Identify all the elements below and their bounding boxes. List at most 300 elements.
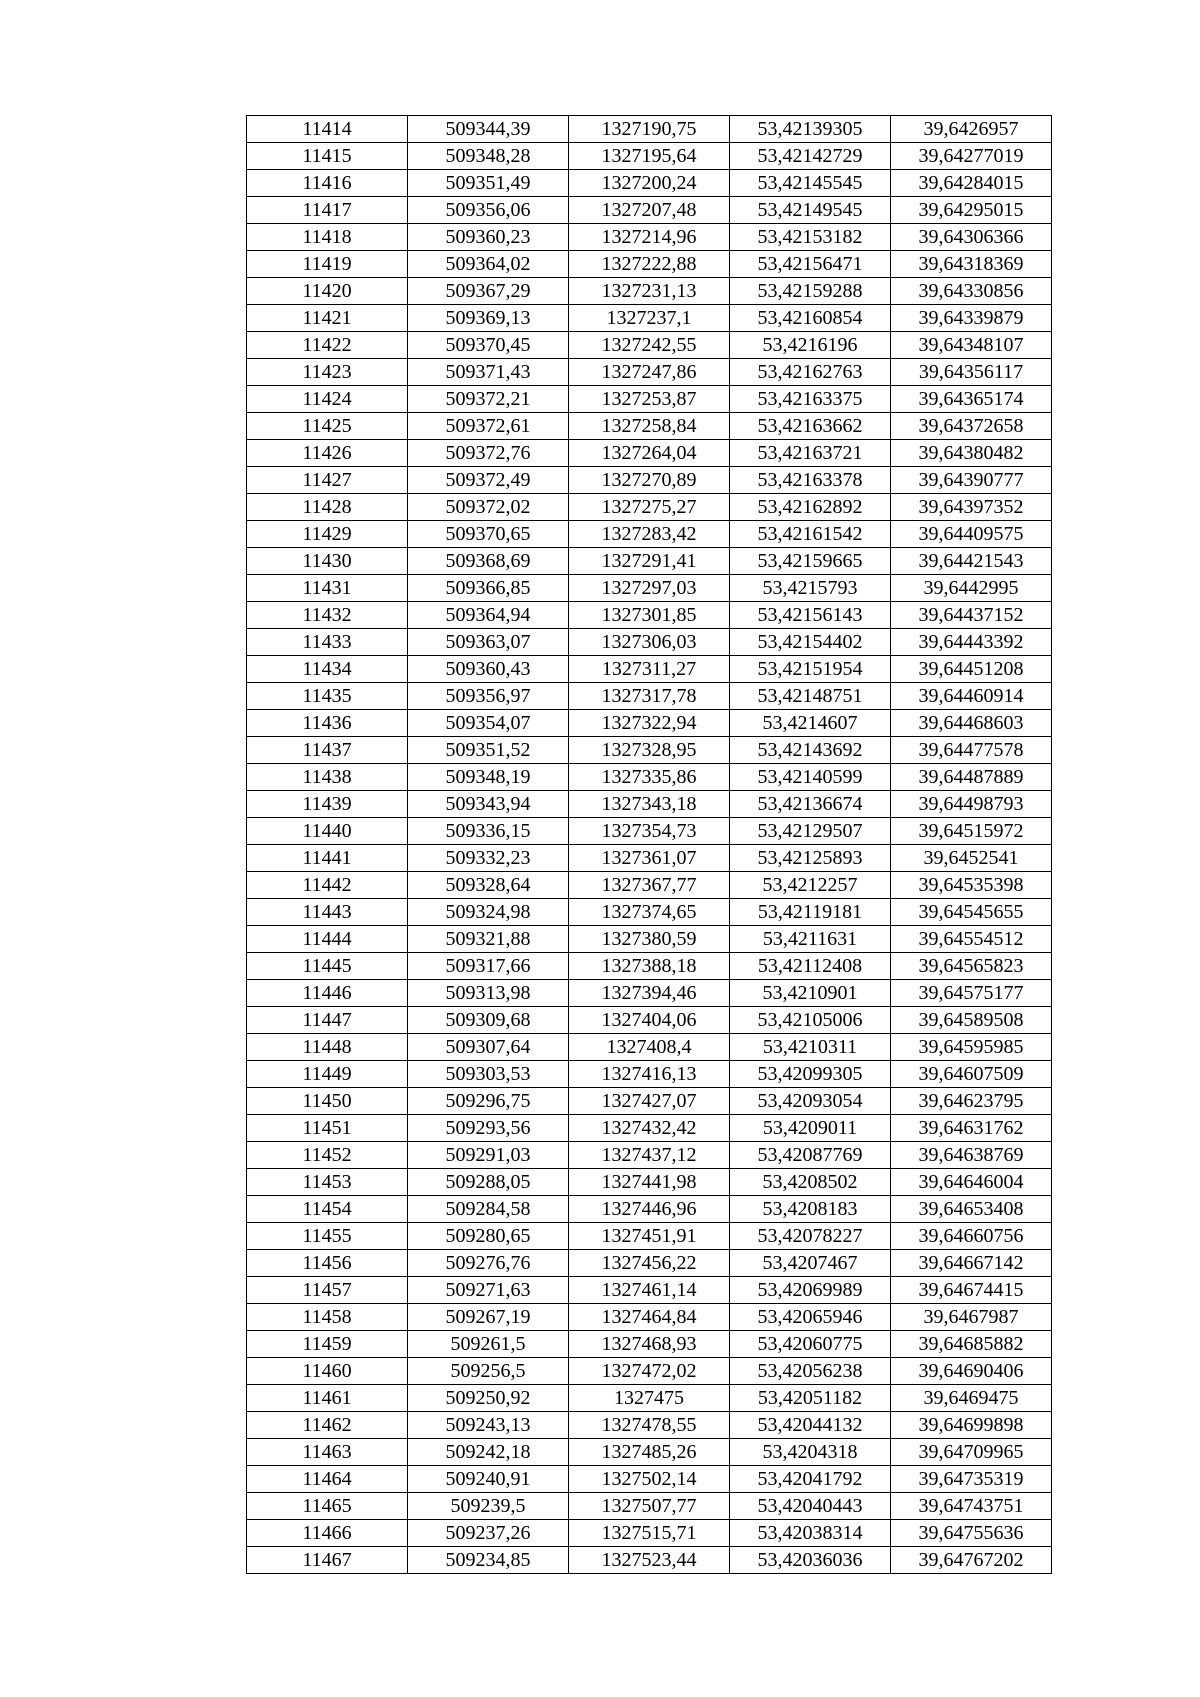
point-number-cell: 11434 xyxy=(247,656,408,683)
x-coordinate-cell: 509360,43 xyxy=(408,656,569,683)
point-number-cell: 11464 xyxy=(247,1466,408,1493)
table-row xyxy=(247,980,1052,1007)
point-number-cell: 11466 xyxy=(247,1520,408,1547)
point-number-cell: 11442 xyxy=(247,872,408,899)
point-number-cell: 11417 xyxy=(247,197,408,224)
x-coordinate-cell: 509356,06 xyxy=(408,197,569,224)
longitude-cell: 39,64397352 xyxy=(891,494,1052,521)
table-row xyxy=(247,494,1052,521)
table-row xyxy=(247,1277,1052,1304)
longitude-cell: 39,64709965 xyxy=(891,1439,1052,1466)
longitude-cell: 39,64356117 xyxy=(891,359,1052,386)
y-coordinate-cell: 1327437,12 xyxy=(569,1142,730,1169)
point-number-cell: 11449 xyxy=(247,1061,408,1088)
x-coordinate-cell: 509296,75 xyxy=(408,1088,569,1115)
y-coordinate-cell: 1327195,64 xyxy=(569,143,730,170)
latitude-cell: 53,42163662 xyxy=(730,413,891,440)
longitude-cell: 39,64554512 xyxy=(891,926,1052,953)
longitude-cell: 39,64443392 xyxy=(891,629,1052,656)
x-coordinate-cell: 509307,64 xyxy=(408,1034,569,1061)
point-number-cell: 11437 xyxy=(247,737,408,764)
x-coordinate-cell: 509364,94 xyxy=(408,602,569,629)
table-row xyxy=(247,683,1052,710)
point-number-cell: 11454 xyxy=(247,1196,408,1223)
point-number-cell: 11436 xyxy=(247,710,408,737)
table-row xyxy=(247,143,1052,170)
latitude-cell: 53,42069989 xyxy=(730,1277,891,1304)
x-coordinate-cell: 509372,76 xyxy=(408,440,569,467)
longitude-cell: 39,64595985 xyxy=(891,1034,1052,1061)
point-number-cell: 11455 xyxy=(247,1223,408,1250)
y-coordinate-cell: 1327475 xyxy=(569,1385,730,1412)
x-coordinate-cell: 509240,91 xyxy=(408,1466,569,1493)
y-coordinate-cell: 1327200,24 xyxy=(569,170,730,197)
point-number-cell: 11416 xyxy=(247,170,408,197)
longitude-cell: 39,64339879 xyxy=(891,305,1052,332)
point-number-cell: 11462 xyxy=(247,1412,408,1439)
table-row xyxy=(247,575,1052,602)
point-number-cell: 11429 xyxy=(247,521,408,548)
longitude-cell: 39,64498793 xyxy=(891,791,1052,818)
latitude-cell: 53,42159665 xyxy=(730,548,891,575)
latitude-cell: 53,42112408 xyxy=(730,953,891,980)
table-row xyxy=(247,1439,1052,1466)
table-row xyxy=(247,1196,1052,1223)
point-number-cell: 11446 xyxy=(247,980,408,1007)
y-coordinate-cell: 1327374,65 xyxy=(569,899,730,926)
x-coordinate-cell: 509313,98 xyxy=(408,980,569,1007)
table-row xyxy=(247,278,1052,305)
x-coordinate-cell: 509336,15 xyxy=(408,818,569,845)
latitude-cell: 53,42154402 xyxy=(730,629,891,656)
table-row xyxy=(247,1466,1052,1493)
longitude-cell: 39,64348107 xyxy=(891,332,1052,359)
y-coordinate-cell: 1327427,07 xyxy=(569,1088,730,1115)
point-number-cell: 11452 xyxy=(247,1142,408,1169)
x-coordinate-cell: 509234,85 xyxy=(408,1547,569,1574)
point-number-cell: 11447 xyxy=(247,1007,408,1034)
table-row xyxy=(247,467,1052,494)
longitude-cell: 39,64607509 xyxy=(891,1061,1052,1088)
x-coordinate-cell: 509372,61 xyxy=(408,413,569,440)
point-number-cell: 11433 xyxy=(247,629,408,656)
latitude-cell: 53,42099305 xyxy=(730,1061,891,1088)
point-number-cell: 11431 xyxy=(247,575,408,602)
x-coordinate-cell: 509276,76 xyxy=(408,1250,569,1277)
longitude-cell: 39,64390777 xyxy=(891,467,1052,494)
point-number-cell: 11425 xyxy=(247,413,408,440)
y-coordinate-cell: 1327515,71 xyxy=(569,1520,730,1547)
point-number-cell: 11465 xyxy=(247,1493,408,1520)
longitude-cell: 39,64284015 xyxy=(891,170,1052,197)
x-coordinate-cell: 509291,03 xyxy=(408,1142,569,1169)
longitude-cell: 39,64451208 xyxy=(891,656,1052,683)
y-coordinate-cell: 1327214,96 xyxy=(569,224,730,251)
y-coordinate-cell: 1327311,27 xyxy=(569,656,730,683)
latitude-cell: 53,42044132 xyxy=(730,1412,891,1439)
x-coordinate-cell: 509328,64 xyxy=(408,872,569,899)
longitude-cell: 39,64487889 xyxy=(891,764,1052,791)
y-coordinate-cell: 1327432,42 xyxy=(569,1115,730,1142)
y-coordinate-cell: 1327354,73 xyxy=(569,818,730,845)
longitude-cell: 39,64674415 xyxy=(891,1277,1052,1304)
x-coordinate-cell: 509280,65 xyxy=(408,1223,569,1250)
table-row xyxy=(247,629,1052,656)
longitude-cell: 39,6442995 xyxy=(891,575,1052,602)
point-number-cell: 11444 xyxy=(247,926,408,953)
table-row xyxy=(247,386,1052,413)
y-coordinate-cell: 1327446,96 xyxy=(569,1196,730,1223)
latitude-cell: 53,42163375 xyxy=(730,386,891,413)
longitude-cell: 39,64685882 xyxy=(891,1331,1052,1358)
longitude-cell: 39,64365174 xyxy=(891,386,1052,413)
longitude-cell: 39,64409575 xyxy=(891,521,1052,548)
y-coordinate-cell: 1327247,86 xyxy=(569,359,730,386)
latitude-cell: 53,42156471 xyxy=(730,251,891,278)
longitude-cell: 39,64699898 xyxy=(891,1412,1052,1439)
table-row xyxy=(247,305,1052,332)
table-row xyxy=(247,1169,1052,1196)
point-number-cell: 11451 xyxy=(247,1115,408,1142)
latitude-cell: 53,42148751 xyxy=(730,683,891,710)
y-coordinate-cell: 1327275,27 xyxy=(569,494,730,521)
table-row xyxy=(247,170,1052,197)
x-coordinate-cell: 509370,65 xyxy=(408,521,569,548)
latitude-cell: 53,4204318 xyxy=(730,1439,891,1466)
x-coordinate-cell: 509271,63 xyxy=(408,1277,569,1304)
latitude-cell: 53,42140599 xyxy=(730,764,891,791)
longitude-cell: 39,64638769 xyxy=(891,1142,1052,1169)
x-coordinate-cell: 509372,49 xyxy=(408,467,569,494)
longitude-cell: 39,64468603 xyxy=(891,710,1052,737)
x-coordinate-cell: 509367,29 xyxy=(408,278,569,305)
longitude-cell: 39,64535398 xyxy=(891,872,1052,899)
longitude-cell: 39,6452541 xyxy=(891,845,1052,872)
point-number-cell: 11456 xyxy=(247,1250,408,1277)
point-number-cell: 11453 xyxy=(247,1169,408,1196)
table-row xyxy=(247,656,1052,683)
point-number-cell: 11414 xyxy=(247,116,408,143)
longitude-cell: 39,64277019 xyxy=(891,143,1052,170)
longitude-cell: 39,6467987 xyxy=(891,1304,1052,1331)
point-number-cell: 11441 xyxy=(247,845,408,872)
y-coordinate-cell: 1327408,4 xyxy=(569,1034,730,1061)
point-number-cell: 11435 xyxy=(247,683,408,710)
x-coordinate-cell: 509344,39 xyxy=(408,116,569,143)
latitude-cell: 53,42162892 xyxy=(730,494,891,521)
point-number-cell: 11415 xyxy=(247,143,408,170)
y-coordinate-cell: 1327502,14 xyxy=(569,1466,730,1493)
point-number-cell: 11450 xyxy=(247,1088,408,1115)
y-coordinate-cell: 1327472,02 xyxy=(569,1358,730,1385)
x-coordinate-cell: 509250,92 xyxy=(408,1385,569,1412)
y-coordinate-cell: 1327258,84 xyxy=(569,413,730,440)
point-number-cell: 11459 xyxy=(247,1331,408,1358)
latitude-cell: 53,42038314 xyxy=(730,1520,891,1547)
table-row xyxy=(247,1304,1052,1331)
point-number-cell: 11418 xyxy=(247,224,408,251)
y-coordinate-cell: 1327328,95 xyxy=(569,737,730,764)
x-coordinate-cell: 509348,19 xyxy=(408,764,569,791)
latitude-cell: 53,42159288 xyxy=(730,278,891,305)
point-number-cell: 11440 xyxy=(247,818,408,845)
table-row xyxy=(247,1250,1052,1277)
longitude-cell: 39,64660756 xyxy=(891,1223,1052,1250)
table-row xyxy=(247,818,1052,845)
x-coordinate-cell: 509360,23 xyxy=(408,224,569,251)
latitude-cell: 53,42087769 xyxy=(730,1142,891,1169)
y-coordinate-cell: 1327478,55 xyxy=(569,1412,730,1439)
point-number-cell: 11432 xyxy=(247,602,408,629)
y-coordinate-cell: 1327464,84 xyxy=(569,1304,730,1331)
point-number-cell: 11428 xyxy=(247,494,408,521)
latitude-cell: 53,42142729 xyxy=(730,143,891,170)
latitude-cell: 53,42156143 xyxy=(730,602,891,629)
y-coordinate-cell: 1327283,42 xyxy=(569,521,730,548)
x-coordinate-cell: 509371,43 xyxy=(408,359,569,386)
point-number-cell: 11443 xyxy=(247,899,408,926)
x-coordinate-cell: 509369,13 xyxy=(408,305,569,332)
table-row xyxy=(247,1007,1052,1034)
latitude-cell: 53,42145545 xyxy=(730,170,891,197)
y-coordinate-cell: 1327306,03 xyxy=(569,629,730,656)
latitude-cell: 53,4208502 xyxy=(730,1169,891,1196)
latitude-cell: 53,42051182 xyxy=(730,1385,891,1412)
latitude-cell: 53,42036036 xyxy=(730,1547,891,1574)
y-coordinate-cell: 1327394,46 xyxy=(569,980,730,1007)
longitude-cell: 39,64631762 xyxy=(891,1115,1052,1142)
point-number-cell: 11419 xyxy=(247,251,408,278)
x-coordinate-cell: 509363,07 xyxy=(408,629,569,656)
x-coordinate-cell: 509372,02 xyxy=(408,494,569,521)
point-number-cell: 11439 xyxy=(247,791,408,818)
table-row xyxy=(247,1520,1052,1547)
table-row xyxy=(247,359,1052,386)
y-coordinate-cell: 1327264,04 xyxy=(569,440,730,467)
table-row xyxy=(247,1331,1052,1358)
table-row xyxy=(247,1061,1052,1088)
point-number-cell: 11463 xyxy=(247,1439,408,1466)
latitude-cell: 53,42093054 xyxy=(730,1088,891,1115)
coordinates-table-body xyxy=(247,116,1052,1574)
table-row xyxy=(247,440,1052,467)
longitude-cell: 39,64372658 xyxy=(891,413,1052,440)
table-row xyxy=(247,1412,1052,1439)
latitude-cell: 53,42153182 xyxy=(730,224,891,251)
latitude-cell: 53,42056238 xyxy=(730,1358,891,1385)
longitude-cell: 39,64575177 xyxy=(891,980,1052,1007)
longitude-cell: 39,64589508 xyxy=(891,1007,1052,1034)
table-row xyxy=(247,1547,1052,1574)
y-coordinate-cell: 1327441,98 xyxy=(569,1169,730,1196)
y-coordinate-cell: 1327222,88 xyxy=(569,251,730,278)
longitude-cell: 39,64437152 xyxy=(891,602,1052,629)
table-row xyxy=(247,872,1052,899)
table-row xyxy=(247,845,1052,872)
table-row xyxy=(247,1034,1052,1061)
table-row xyxy=(247,251,1052,278)
table-row xyxy=(247,602,1052,629)
y-coordinate-cell: 1327335,86 xyxy=(569,764,730,791)
table-row xyxy=(247,1493,1052,1520)
point-number-cell: 11426 xyxy=(247,440,408,467)
point-number-cell: 11421 xyxy=(247,305,408,332)
coordinates-table xyxy=(246,115,1052,1574)
x-coordinate-cell: 509366,85 xyxy=(408,575,569,602)
table-row xyxy=(247,224,1052,251)
longitude-cell: 39,64306366 xyxy=(891,224,1052,251)
y-coordinate-cell: 1327380,59 xyxy=(569,926,730,953)
x-coordinate-cell: 509368,69 xyxy=(408,548,569,575)
y-coordinate-cell: 1327404,06 xyxy=(569,1007,730,1034)
y-coordinate-cell: 1327301,85 xyxy=(569,602,730,629)
longitude-cell: 39,64380482 xyxy=(891,440,1052,467)
y-coordinate-cell: 1327388,18 xyxy=(569,953,730,980)
latitude-cell: 53,4215793 xyxy=(730,575,891,602)
x-coordinate-cell: 509351,52 xyxy=(408,737,569,764)
latitude-cell: 53,4211631 xyxy=(730,926,891,953)
latitude-cell: 53,42129507 xyxy=(730,818,891,845)
y-coordinate-cell: 1327317,78 xyxy=(569,683,730,710)
table-row xyxy=(247,764,1052,791)
table-row xyxy=(247,926,1052,953)
y-coordinate-cell: 1327485,26 xyxy=(569,1439,730,1466)
latitude-cell: 53,42105006 xyxy=(730,1007,891,1034)
point-number-cell: 11423 xyxy=(247,359,408,386)
x-coordinate-cell: 509309,68 xyxy=(408,1007,569,1034)
latitude-cell: 53,42139305 xyxy=(730,116,891,143)
longitude-cell: 39,64545655 xyxy=(891,899,1052,926)
table-row xyxy=(247,1088,1052,1115)
table-row xyxy=(247,1223,1052,1250)
y-coordinate-cell: 1327242,55 xyxy=(569,332,730,359)
table-row xyxy=(247,521,1052,548)
x-coordinate-cell: 509243,13 xyxy=(408,1412,569,1439)
x-coordinate-cell: 509242,18 xyxy=(408,1439,569,1466)
latitude-cell: 53,42060775 xyxy=(730,1331,891,1358)
longitude-cell: 39,64667142 xyxy=(891,1250,1052,1277)
x-coordinate-cell: 509364,02 xyxy=(408,251,569,278)
latitude-cell: 53,4216196 xyxy=(730,332,891,359)
point-number-cell: 11430 xyxy=(247,548,408,575)
y-coordinate-cell: 1327207,48 xyxy=(569,197,730,224)
point-number-cell: 11461 xyxy=(247,1385,408,1412)
x-coordinate-cell: 509256,5 xyxy=(408,1358,569,1385)
table-row xyxy=(247,332,1052,359)
x-coordinate-cell: 509372,21 xyxy=(408,386,569,413)
latitude-cell: 53,4208183 xyxy=(730,1196,891,1223)
latitude-cell: 53,42119181 xyxy=(730,899,891,926)
y-coordinate-cell: 1327456,22 xyxy=(569,1250,730,1277)
latitude-cell: 53,42163378 xyxy=(730,467,891,494)
x-coordinate-cell: 509293,56 xyxy=(408,1115,569,1142)
latitude-cell: 53,42078227 xyxy=(730,1223,891,1250)
x-coordinate-cell: 509267,19 xyxy=(408,1304,569,1331)
x-coordinate-cell: 509321,88 xyxy=(408,926,569,953)
longitude-cell: 39,64767202 xyxy=(891,1547,1052,1574)
table-row xyxy=(247,791,1052,818)
x-coordinate-cell: 509332,23 xyxy=(408,845,569,872)
longitude-cell: 39,64421543 xyxy=(891,548,1052,575)
y-coordinate-cell: 1327253,87 xyxy=(569,386,730,413)
latitude-cell: 53,4214607 xyxy=(730,710,891,737)
point-number-cell: 11438 xyxy=(247,764,408,791)
x-coordinate-cell: 509261,5 xyxy=(408,1331,569,1358)
y-coordinate-cell: 1327461,14 xyxy=(569,1277,730,1304)
point-number-cell: 11460 xyxy=(247,1358,408,1385)
y-coordinate-cell: 1327297,03 xyxy=(569,575,730,602)
x-coordinate-cell: 509348,28 xyxy=(408,143,569,170)
point-number-cell: 11445 xyxy=(247,953,408,980)
x-coordinate-cell: 509356,97 xyxy=(408,683,569,710)
longitude-cell: 39,64735319 xyxy=(891,1466,1052,1493)
y-coordinate-cell: 1327231,13 xyxy=(569,278,730,305)
x-coordinate-cell: 509324,98 xyxy=(408,899,569,926)
latitude-cell: 53,42161542 xyxy=(730,521,891,548)
y-coordinate-cell: 1327416,13 xyxy=(569,1061,730,1088)
latitude-cell: 53,42065946 xyxy=(730,1304,891,1331)
longitude-cell: 39,64515972 xyxy=(891,818,1052,845)
table-row xyxy=(247,197,1052,224)
latitude-cell: 53,42149545 xyxy=(730,197,891,224)
longitude-cell: 39,64565823 xyxy=(891,953,1052,980)
y-coordinate-cell: 1327523,44 xyxy=(569,1547,730,1574)
point-number-cell: 11458 xyxy=(247,1304,408,1331)
table-row xyxy=(247,413,1052,440)
point-number-cell: 11427 xyxy=(247,467,408,494)
x-coordinate-cell: 509284,58 xyxy=(408,1196,569,1223)
latitude-cell: 53,4210311 xyxy=(730,1034,891,1061)
x-coordinate-cell: 509351,49 xyxy=(408,170,569,197)
table-row xyxy=(247,953,1052,980)
point-number-cell: 11420 xyxy=(247,278,408,305)
table-row xyxy=(247,1142,1052,1169)
x-coordinate-cell: 509354,07 xyxy=(408,710,569,737)
y-coordinate-cell: 1327367,77 xyxy=(569,872,730,899)
longitude-cell: 39,64295015 xyxy=(891,197,1052,224)
y-coordinate-cell: 1327190,75 xyxy=(569,116,730,143)
latitude-cell: 53,4212257 xyxy=(730,872,891,899)
latitude-cell: 53,42143692 xyxy=(730,737,891,764)
y-coordinate-cell: 1327291,41 xyxy=(569,548,730,575)
table-row xyxy=(247,1358,1052,1385)
latitude-cell: 53,4210901 xyxy=(730,980,891,1007)
latitude-cell: 53,4209011 xyxy=(730,1115,891,1142)
x-coordinate-cell: 509288,05 xyxy=(408,1169,569,1196)
y-coordinate-cell: 1327322,94 xyxy=(569,710,730,737)
point-number-cell: 11422 xyxy=(247,332,408,359)
longitude-cell: 39,64477578 xyxy=(891,737,1052,764)
latitude-cell: 53,42136674 xyxy=(730,791,891,818)
latitude-cell: 53,4207467 xyxy=(730,1250,891,1277)
latitude-cell: 53,42041792 xyxy=(730,1466,891,1493)
latitude-cell: 53,42125893 xyxy=(730,845,891,872)
x-coordinate-cell: 509370,45 xyxy=(408,332,569,359)
table-row xyxy=(247,710,1052,737)
table-row xyxy=(247,737,1052,764)
longitude-cell: 39,6469475 xyxy=(891,1385,1052,1412)
y-coordinate-cell: 1327343,18 xyxy=(569,791,730,818)
longitude-cell: 39,64653408 xyxy=(891,1196,1052,1223)
point-number-cell: 11448 xyxy=(247,1034,408,1061)
table-row xyxy=(247,899,1052,926)
y-coordinate-cell: 1327507,77 xyxy=(569,1493,730,1520)
point-number-cell: 11424 xyxy=(247,386,408,413)
x-coordinate-cell: 509237,26 xyxy=(408,1520,569,1547)
table-row xyxy=(247,116,1052,143)
latitude-cell: 53,42163721 xyxy=(730,440,891,467)
longitude-cell: 39,64330856 xyxy=(891,278,1052,305)
